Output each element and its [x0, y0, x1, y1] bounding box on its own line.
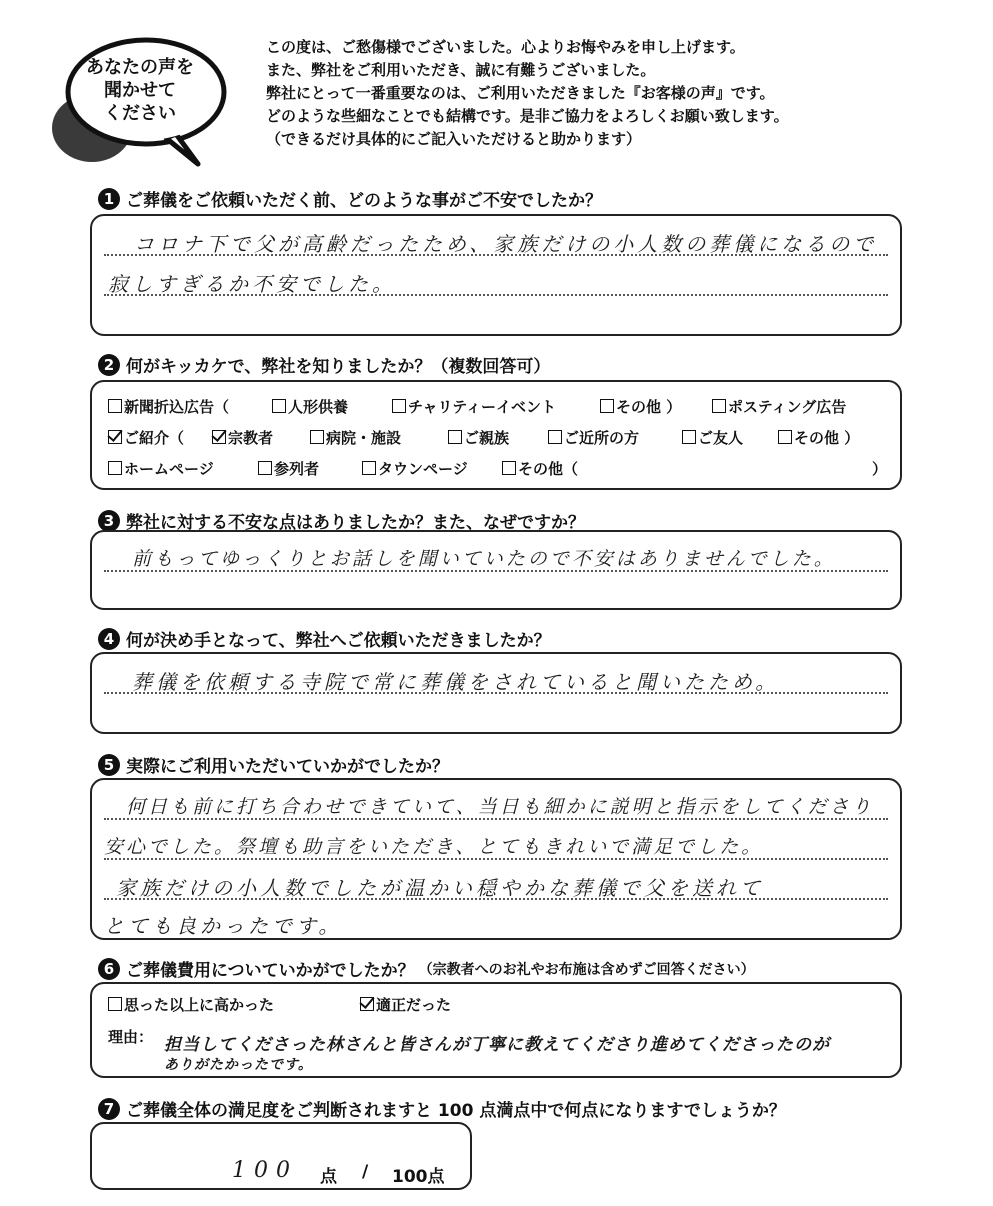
q2-opt-label: 新聞折込広告（ — [124, 398, 230, 416]
q7-question: ご葬儀全体の満足度をご判断されますと 100 点満点中で何点になりますでしょうか？ — [126, 1101, 786, 1121]
q6-opt-reasonable[interactable] — [360, 994, 451, 1015]
q2-opt-label: ご親族 — [464, 429, 510, 447]
q7-slash: / — [362, 1162, 369, 1182]
bubble-title — [70, 56, 210, 125]
checkbox[interactable] — [448, 430, 462, 444]
q1-heading — [98, 186, 602, 211]
q2-opt-charity[interactable] — [392, 396, 556, 417]
q2-opt-label: 参列者 — [274, 460, 320, 478]
q1-answer-line-1: コロナ下で父が高齢だったため、家族だけの小人数の葬儀になるので — [134, 232, 878, 256]
q1-question: ご葬儀をご依頼いただく前、どのような事がご不安でしたか？ — [126, 191, 602, 211]
q5-question: 実際にご利用いただいていかがでしたか？ — [126, 757, 449, 777]
q7-unit: 点 — [320, 1167, 337, 1187]
q2-opt-other-2[interactable] — [778, 427, 859, 448]
checkbox[interactable] — [258, 461, 272, 475]
checkbox[interactable] — [108, 997, 122, 1011]
q7-heading — [98, 1096, 786, 1121]
q5-answer-line-2: 安心でした。祭壇も助言をいただき、とてもきれいで満足でした。 — [104, 836, 764, 858]
checkbox[interactable] — [108, 399, 122, 413]
checkbox[interactable] — [600, 399, 614, 413]
q2-opt-label: 宗教者 — [228, 429, 274, 447]
q5-answer-box[interactable] — [90, 778, 902, 940]
q6-answer-line-1: 担当してくださった林さんと皆さんが丁寧に教えてくださり進めてくださったのが — [164, 1035, 830, 1055]
q4-number-badge: 4 — [98, 628, 120, 650]
q6-note: （宗教者へのお礼やお布施は含めずご回答ください） — [418, 961, 755, 978]
q5-answer-line-3: 家族だけの小人数でしたが温かい穏やかな葬儀で父を送れて — [116, 876, 764, 900]
intro-line: どのような些細なことでも結構です。是非ご協力をよろしくお願い致します。 — [266, 107, 789, 125]
q5-number-badge: 5 — [98, 754, 120, 776]
q3-answer-line-1: 前もってゆっくりとお話しを聞いていたので不安はありませんでした。 — [132, 548, 836, 570]
q6-reason-label: 理由： — [108, 1028, 154, 1046]
q3-answer-box[interactable] — [90, 530, 902, 610]
q6-opt-label: 適正だった — [376, 996, 452, 1014]
checkbox[interactable] — [272, 399, 286, 413]
q2-close-paren: ） — [872, 460, 888, 478]
q2-opt-label: 人形供養 — [288, 398, 349, 416]
q2-opt-doll[interactable] — [272, 396, 348, 417]
q6-question: ご葬儀費用についていかがでしたか？ — [126, 961, 415, 981]
intro-line: （できるだけ具体的にご記入いただけると助かります） — [266, 130, 642, 148]
q2-opt-hospital[interactable] — [310, 427, 401, 448]
q2-opt-townpage[interactable] — [362, 458, 468, 479]
q2-opt-newspaper[interactable] — [108, 396, 229, 417]
q4-answer-line-1: 葬儀を依頼する寺院で常に葬儀をされていると聞いたため。 — [132, 670, 780, 694]
q6-opt-label: 思った以上に高かった — [124, 996, 275, 1014]
q3-question: 弊社に対する不安な点はありましたか？また、なぜですか？ — [126, 513, 585, 533]
q3-number-badge: 3 — [98, 510, 120, 532]
checkbox[interactable] — [362, 461, 376, 475]
q2-opt-label: ポスティング広告 — [728, 398, 847, 416]
bubble-line-3: ください — [104, 103, 176, 124]
intro-line: 弊社にとって一番重要なのは、ご利用いただきました『お客様の声』です。 — [266, 84, 775, 102]
q2-number-badge: 2 — [98, 354, 120, 376]
checkbox[interactable] — [502, 461, 516, 475]
checkbox[interactable] — [548, 430, 562, 444]
q2-opt-attendee[interactable] — [258, 458, 319, 479]
q7-max: 100点 — [392, 1167, 445, 1187]
q6-answer-line-2: ありがたかったです。 — [164, 1057, 313, 1073]
q2-opt-label: ご友人 — [698, 429, 744, 447]
q2-opt-posting[interactable] — [712, 396, 846, 417]
checkbox-checked[interactable] — [212, 430, 226, 444]
checkbox[interactable] — [392, 399, 406, 413]
q2-question: 何がキッカケで、弊社を知りましたか？（複数回答可） — [126, 357, 551, 377]
q2-opt-label: ご近所の方 — [564, 429, 640, 447]
q2-opt-label: タウンページ — [378, 460, 468, 478]
q2-opt-neighbors[interactable] — [548, 427, 639, 448]
checkbox[interactable] — [712, 399, 726, 413]
q2-opt-other-3[interactable] — [502, 458, 578, 479]
q2-opt-referral[interactable] — [108, 427, 184, 448]
q2-opt-label: ご紹介（ — [124, 429, 185, 447]
q2-opt-homepage[interactable] — [108, 458, 214, 479]
checkbox[interactable] — [108, 461, 122, 475]
q2-heading — [98, 352, 550, 377]
checkbox[interactable] — [310, 430, 324, 444]
intro-text — [266, 36, 966, 151]
bubble-line-1: あなたの声を — [86, 57, 194, 78]
q1-answer-line-2: 寂しすぎるか不安でした。 — [108, 272, 396, 296]
checkbox[interactable] — [778, 430, 792, 444]
q5-answer-line-1: 何日も前に打ち合わせできていて、当日も細かに説明と指示をしてくださり — [126, 796, 874, 818]
q7-score-box[interactable] — [90, 1122, 472, 1190]
q2-opt-label: その他 ） — [616, 398, 682, 416]
checkbox-checked[interactable] — [108, 430, 122, 444]
q2-opt-label: その他 ） — [794, 429, 860, 447]
q2-opt-friends[interactable] — [682, 427, 743, 448]
bubble-line-2: 聞かせて — [104, 80, 176, 101]
q2-opt-label: 病院・施設 — [326, 429, 402, 447]
intro-line: この度は、ご愁傷様でございました。心よりお悔やみを申し上げます。 — [266, 38, 745, 56]
q6-heading — [98, 956, 755, 981]
q5-heading — [98, 752, 449, 777]
q5-answer-line-4: とても良かったです。 — [104, 914, 343, 938]
q1-number-badge: 1 — [98, 188, 120, 210]
q4-question: 何が決め手となって、弊社へご依頼いただきましたか？ — [126, 631, 551, 651]
checkbox-checked[interactable] — [360, 997, 374, 1011]
checkbox[interactable] — [682, 430, 696, 444]
q2-opt-label: その他（ — [518, 460, 579, 478]
q6-opt-expensive[interactable] — [108, 994, 274, 1015]
q7-number-badge: 7 — [98, 1098, 120, 1120]
q6-answer-box — [90, 982, 902, 1078]
q4-answer-box[interactable] — [90, 652, 902, 734]
q2-opt-other-1[interactable] — [600, 396, 681, 417]
q2-opt-religious[interactable] — [212, 427, 273, 448]
q2-opt-label: ホームページ — [124, 460, 214, 478]
q2-opt-label: チャリティーイベント — [408, 398, 557, 416]
q2-options-box — [90, 380, 902, 490]
q4-heading — [98, 626, 551, 651]
q1-answer-box[interactable] — [90, 214, 902, 336]
q7-score: 100 — [232, 1158, 298, 1183]
intro-line: また、弊社をご利用いただき、誠に有難うございました。 — [266, 61, 656, 79]
q2-opt-relatives[interactable] — [448, 427, 509, 448]
q6-number-badge: 6 — [98, 958, 120, 980]
